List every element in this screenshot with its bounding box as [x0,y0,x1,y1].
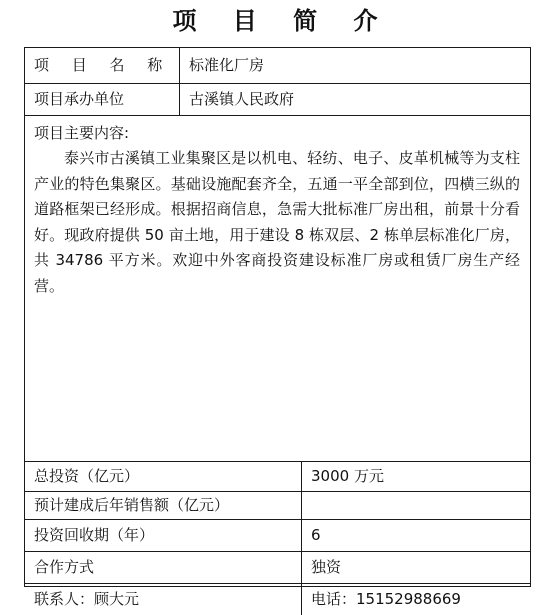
main-content-body: 泰兴市古溪镇工业集聚区是以机电、轻纺、电子、皮革机械等为支柱产业的特色集聚区。基础设施配套齐全，五通一平全部到位，四横三纵的道路框架已经形成。根据招商信息，急需大批标准厂房出租，前景十分看好。现政府提供 50 亩土地，用于建设 8 栋双层、2 栋单层标准化厂房，共 34786 平方米。欢迎中外客商投资建设标准厂房或租赁厂房生产经营。 [34,149,520,295]
row-contact [25,584,530,615]
row-main-content [25,116,530,462]
undertaker-value: 古溪镇人民政府 [189,90,295,108]
cooperation-value: 独资 [311,558,342,576]
row-total-investment [25,462,530,492]
row-payback-period [25,520,530,552]
project-name-value: 标准化厂房 [189,56,265,74]
undertaker-label: 项目承办单位 [25,84,180,115]
contact-phone: 电话：15152988669 [311,590,461,608]
main-content-heading: 项目主要内容: [34,124,130,142]
payback-period-value: 6 [311,526,321,544]
expected-sales-label: 预计建成后年销售额（亿元） [25,492,302,519]
row-cooperation [25,552,530,584]
project-name-label: 项 目 名 称 [25,48,180,83]
row-expected-sales [25,492,530,520]
total-investment-label: 总投资（亿元） [25,462,302,491]
project-info-table [24,47,531,608]
contact-person: 联系人：顾大元 [25,584,302,615]
expected-sales-value [302,492,530,519]
total-investment-value: 3000 万元 [311,467,384,485]
row-undertaker [25,84,530,116]
row-project-name [25,48,530,84]
page-title: 项 目 简 介 [172,6,392,35]
payback-period-label: 投资回收期（年） [25,520,302,551]
cooperation-label: 合作方式 [25,552,302,583]
